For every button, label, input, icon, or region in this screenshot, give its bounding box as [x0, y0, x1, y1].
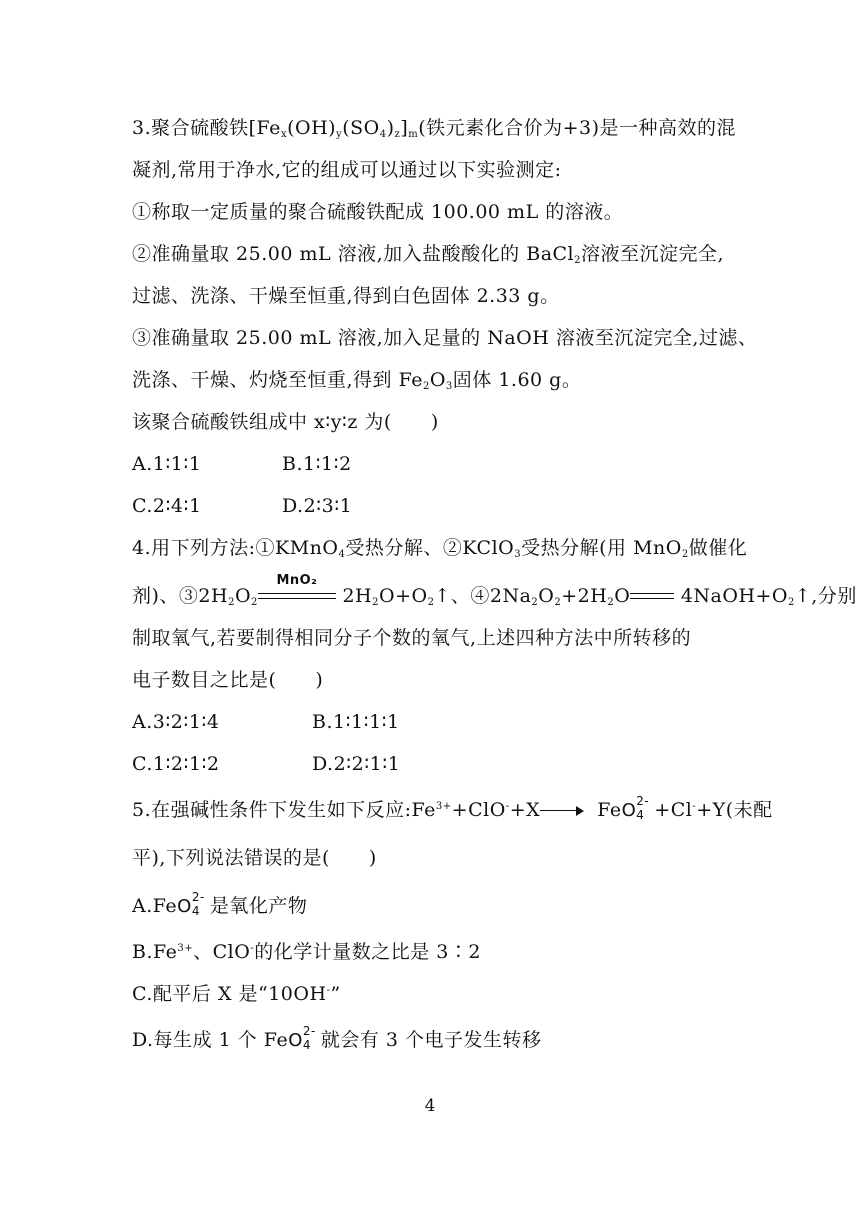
catalyst-label: MnO₂: [276, 573, 318, 588]
q4-option-d: D.2∶2∶1∶1: [312, 753, 401, 775]
q4-option-a: A.3∶2∶1∶4: [132, 711, 220, 733]
q3-line-5: 过滤、洗涤、干燥至恒重,得到白色固体 2.33 g。: [132, 285, 560, 307]
q5-line-1: 5.在强碱性条件下发生如下反应$:Fe^{3+}+ClO^-+X$ FeO 2- 4 +Cl-+Y(未配: [132, 794, 773, 822]
reaction-arrow-icon: [540, 806, 584, 816]
page-number: 4: [424, 1096, 436, 1116]
q3-line-2: 凝剂,常用于净水,它的组成可以通过以下实验测定:: [132, 159, 562, 181]
q3-line-1: 3.聚合硫酸铁$[Fe_x(OH)_y(SO_4)_z]_m$(铁元素化合价为+3)是一种高效的混: [132, 117, 737, 140]
q3-line-4: ②准确量取 25.00 mL 溶液,加入盐酸酸化的 BaCl$_2$溶液至沉淀完全,: [132, 243, 725, 266]
equal-sign: [630, 593, 674, 601]
q3-line-6: ③准确量取 25.00 mL 溶液,加入足量的 NaOH 溶液至沉淀完全,过滤、: [132, 327, 758, 349]
q3-option-a: A.1∶1∶1: [132, 453, 202, 475]
q5-option-a: A.FeO 2- 4 是氧化产物: [132, 890, 308, 918]
q4-line-4: 电子数目之比是( ): [132, 669, 324, 691]
q3-line-7: 洗涤、干燥、灼烧至恒重,得到 $Fe_2O_3$固体 1.60 g。: [132, 369, 582, 392]
q5-option-b: $B.Fe^{3+}$、ClO-的化学计量数之比是 3∶2: [132, 941, 481, 963]
q3-option-c: C.2∶4∶1: [132, 495, 202, 517]
q4-line-3: 制取氧气,若要制得相同分子个数的氧气,上述四种方法中所转移的: [132, 627, 692, 649]
q5-option-d: D.每生成 1 个 FeO 2- 4 就会有 3 个电子发生转移: [132, 1024, 542, 1052]
q5-option-c: C.配平后 X 是“10OH-”: [132, 983, 341, 1005]
q3-option-d: D.2∶3∶1: [282, 495, 353, 517]
q4-option-c: C.1∶2∶1∶2: [132, 753, 220, 775]
q5-line-2: 平),下列说法错误的是( ): [132, 847, 377, 869]
catalyst-equal-sign: [258, 573, 336, 604]
q4-line-2: 剂)、$③2H_2O_2$ MnO₂ $2H_2O+O_2↑$、$④2Na_2O_2+2H_2O$ $4NaOH+O_2↑$,分别: [132, 573, 857, 608]
q4-line-1: 4.用下列方法:①KMnO$_4$受热分解、②KClO$_3$受热分解(用 MnO$_2$做催化: [132, 537, 748, 560]
q3-stem: 该聚合硫酸铁组成中 x∶y∶z 为( ): [132, 411, 439, 433]
q3-line-3: ①称取一定质量的聚合硫酸铁配成 100.00 mL 的溶液。: [132, 201, 624, 223]
q3-option-b: B.1∶1∶2: [282, 453, 352, 475]
q4-option-b: B.1∶1∶1∶1: [312, 711, 400, 733]
